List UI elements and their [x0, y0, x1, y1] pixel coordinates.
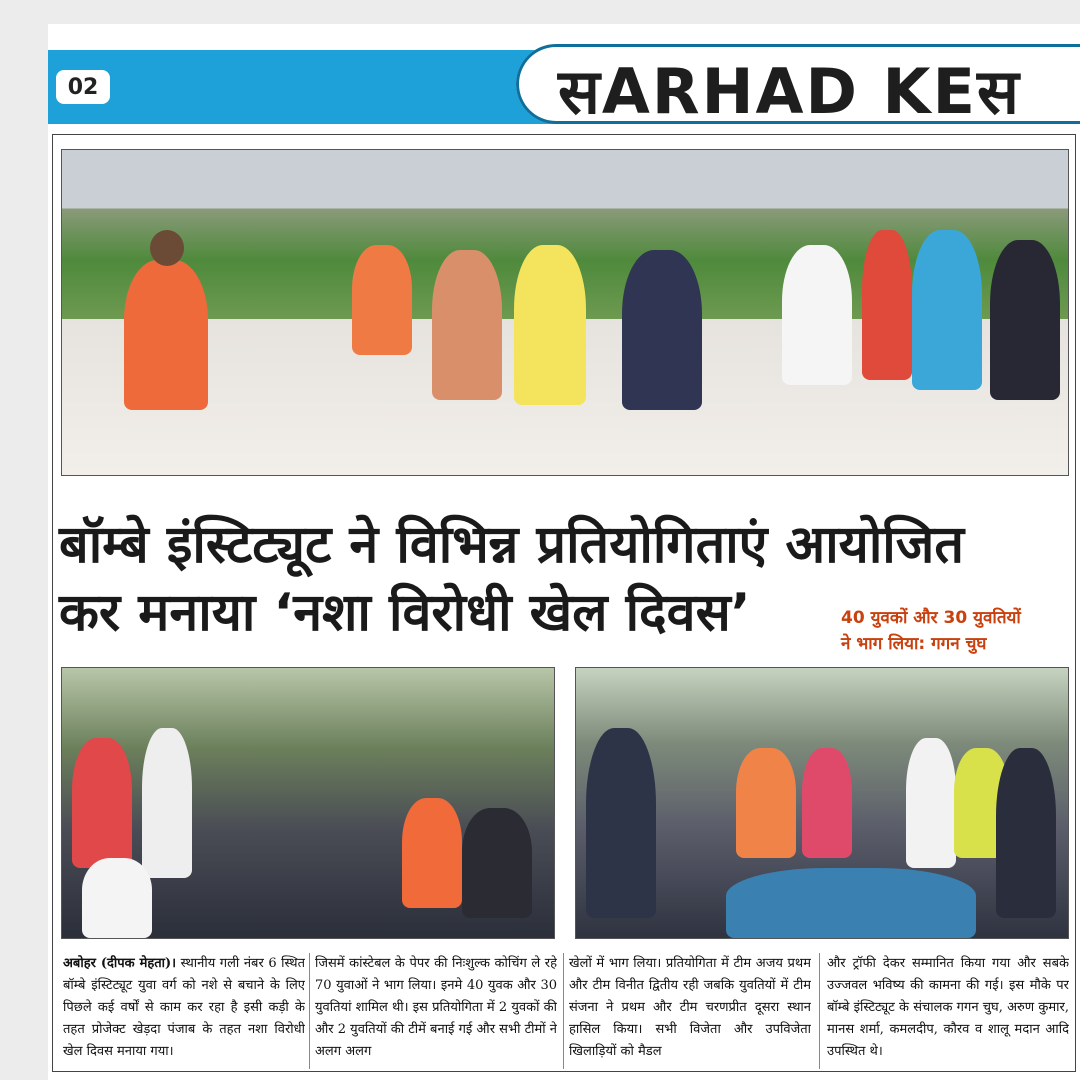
person-figure — [736, 748, 796, 858]
body-column-2: जिसमें कांस्टेबल के पेपर की निःशुल्क कोचिंग ले रहे 70 युवाओं ने भाग लिया। इनमे 40 युवक और 30 युवतियां शामिल थी। इस प्रतियोगिता में 2 युवकों की और 2 युवतियों की टीमें बनाई गई और सभी टीमों ने अलग अलग — [315, 956, 557, 1059]
deck — [841, 605, 1071, 657]
runner-figure — [432, 250, 502, 400]
person-figure — [142, 728, 192, 878]
masthead — [516, 44, 1080, 124]
column-divider — [819, 953, 820, 1069]
headline-line-2: कर मनाया ‘नशा विरोधी खेल दिवस’ — [59, 583, 751, 643]
runner-figure — [782, 245, 852, 385]
person-figure — [586, 728, 656, 918]
body-column-3: खेलों में भाग लिया। प्रतियोगिता में टीम अजय प्रथम और टीम विनीत द्वितीय रही जबकि युवतियों में टीम संजना ने प्रथम और टीम चरणप्रीत दूसरा स्थान हासिल किया। सभी विजेता और उपविजेता खिलाड़ियों को मैडल — [569, 956, 811, 1059]
runner-figure — [862, 230, 912, 380]
byline: अबोहर (दीपक मेहता)। — [63, 956, 177, 971]
column-divider — [309, 953, 310, 1069]
group-photo-boys — [61, 667, 555, 939]
masthead-title: सARHAD KEस — [558, 55, 1021, 124]
column-divider — [563, 953, 564, 1069]
runner-figure — [990, 240, 1060, 400]
article-frame — [52, 134, 1076, 1072]
body-column-4: और ट्रॉफी देकर सम्मानित किया गया और सबके उज्जवल भविष्य की कामना की गई। इस मौके पर बॉम्बे इंस्टिट्यूट के संचालक गगन चुघ, अरुण कुमार, मानस शर्मा, कमलदीप, कौरव व शालू मदान आदि उपस्थित थे। — [827, 956, 1069, 1059]
page-number: 02 — [56, 70, 110, 104]
seated-row — [726, 868, 976, 938]
deck-line-2: ने भाग लिया: गगन चुघ — [841, 634, 987, 654]
runner-figure — [622, 250, 702, 410]
person-figure — [462, 808, 532, 918]
newspaper-page — [48, 24, 1080, 1080]
body-column-1 — [63, 953, 305, 1073]
deck-line-1: 40 युवकों और 30 युवतियों — [841, 608, 1021, 628]
person-figure — [402, 798, 462, 908]
headline-line-1: बॉम्बे इंस्टिट्यूट ने विभिन्न प्रतियोगिताएं आयोजित — [59, 515, 964, 575]
person-figure — [82, 858, 152, 938]
trophy-presentation-photo — [575, 667, 1069, 939]
athletes-running-photo — [61, 149, 1069, 476]
runner-figure — [124, 260, 208, 410]
runner-head — [150, 230, 184, 266]
runner-figure — [514, 245, 586, 405]
person-figure — [906, 738, 956, 868]
runner-figure — [352, 245, 412, 355]
body-text-1: स्थानीय गली नंबर 6 स्थित बॉम्बे इंस्टिट्यूट युवा वर्ग को नशे से बचाने के लिए पिछले कई वर्षों से काम कर रहा है इसी कड़ी के तहत प्रोजेक्ट खेड़दा पंजाब के तहत नशा विरोधी खेल दिवस मनाया गया। — [63, 956, 305, 1059]
person-figure — [802, 748, 852, 858]
person-figure — [72, 738, 132, 868]
person-figure — [996, 748, 1056, 918]
runner-figure — [912, 230, 982, 390]
